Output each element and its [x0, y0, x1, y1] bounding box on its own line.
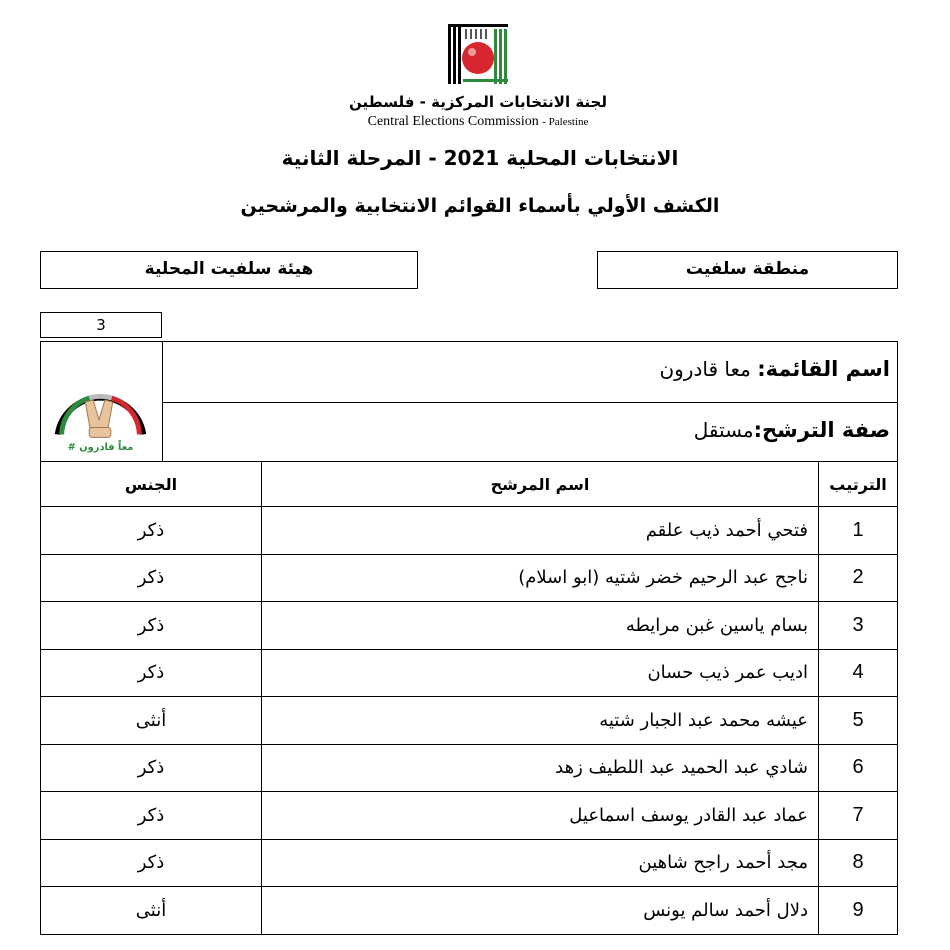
candidate-name: دلال أحمد سالم يونس: [262, 887, 819, 935]
candidate-gender: أنثى: [41, 697, 262, 745]
org-name-arabic: لجنة الانتخابات المركزية - فلسطين: [348, 93, 607, 111]
page-title: الانتخابات المحلية 2021 - المرحلة الثانية: [281, 146, 679, 170]
table-row: [41, 602, 898, 650]
list-name-value: معا قادرون: [659, 357, 758, 381]
candidate-name: عماد عبد القادر يوسف اسماعيل: [262, 792, 819, 840]
header-name: اسم المرشح: [262, 462, 819, 507]
candidate-name: عيشه محمد عبد الجبار شتيه: [262, 697, 819, 745]
candidate-order: 3: [819, 602, 898, 650]
region-box: منطقة سلفيت: [597, 251, 898, 289]
candidate-name: فتحي أحمد ذيب علقم: [262, 507, 819, 555]
list-logo-icon: [40, 341, 161, 460]
table-row: [41, 887, 898, 935]
table-header-row: [41, 462, 898, 507]
candidate-gender: ذكر: [41, 744, 262, 792]
candidate-name: بسام ياسين غبن مرايطه: [262, 602, 819, 650]
cec-logo-icon: [448, 24, 508, 84]
table-row: [41, 839, 898, 887]
candidates-table: [40, 461, 898, 935]
candidate-gender: أنثى: [41, 887, 262, 935]
candidate-order: 8: [819, 839, 898, 887]
org-name-english: [300, 114, 656, 130]
table-row: [41, 507, 898, 555]
candidacy-type-value: مستقل: [693, 418, 754, 442]
candidate-name: اديب عمر ذيب حسان: [262, 649, 819, 697]
candidate-order: 2: [819, 554, 898, 602]
list-logo-caption: # معاً قادرون: [67, 442, 134, 454]
candidate-gender: ذكر: [41, 507, 262, 555]
candidate-gender: ذكر: [41, 649, 262, 697]
list-name-row: [659, 349, 890, 389]
candidate-name: ناجح عبد الرحيم خضر شتيه (ابو اسلام): [262, 554, 819, 602]
org-name-english-main: Central Elections Commission: [367, 114, 539, 129]
candidate-order: 7: [819, 792, 898, 840]
table-row: [41, 554, 898, 602]
header-order: الترتيب: [819, 462, 898, 507]
table-row: [41, 744, 898, 792]
table-row: [41, 697, 898, 745]
list-number-box: 3: [40, 312, 162, 338]
candidate-order: 6: [819, 744, 898, 792]
local-body-box: هيئة سلفيت المحلية: [40, 251, 418, 289]
table-row: [41, 792, 898, 840]
candidate-order: 4: [819, 649, 898, 697]
list-name-label: اسم القائمة:: [757, 357, 890, 381]
header-gender: الجنس: [41, 462, 262, 507]
candidate-name: مجد أحمد راجح شاهين: [262, 839, 819, 887]
candidate-gender: ذكر: [41, 602, 262, 650]
list-logo-cell: [40, 341, 163, 462]
candidate-gender: ذكر: [41, 792, 262, 840]
candidate-order: 9: [819, 887, 898, 935]
list-info-divider: [162, 402, 898, 403]
page-subtitle: الكشف الأولي بأسماء القوائم الانتخابية والمرشحين: [240, 195, 720, 217]
candidacy-type-label: صفة الترشح:: [753, 418, 890, 442]
table-row: [41, 649, 898, 697]
candidate-gender: ذكر: [41, 554, 262, 602]
org-name-english-suffix: - Palestine: [542, 116, 589, 128]
candidate-order: 5: [819, 697, 898, 745]
candidate-name: شادي عبد الحميد عبد اللطيف زهد: [262, 744, 819, 792]
candidacy-type-row: [694, 410, 890, 450]
candidate-gender: ذكر: [41, 839, 262, 887]
candidate-order: 1: [819, 507, 898, 555]
